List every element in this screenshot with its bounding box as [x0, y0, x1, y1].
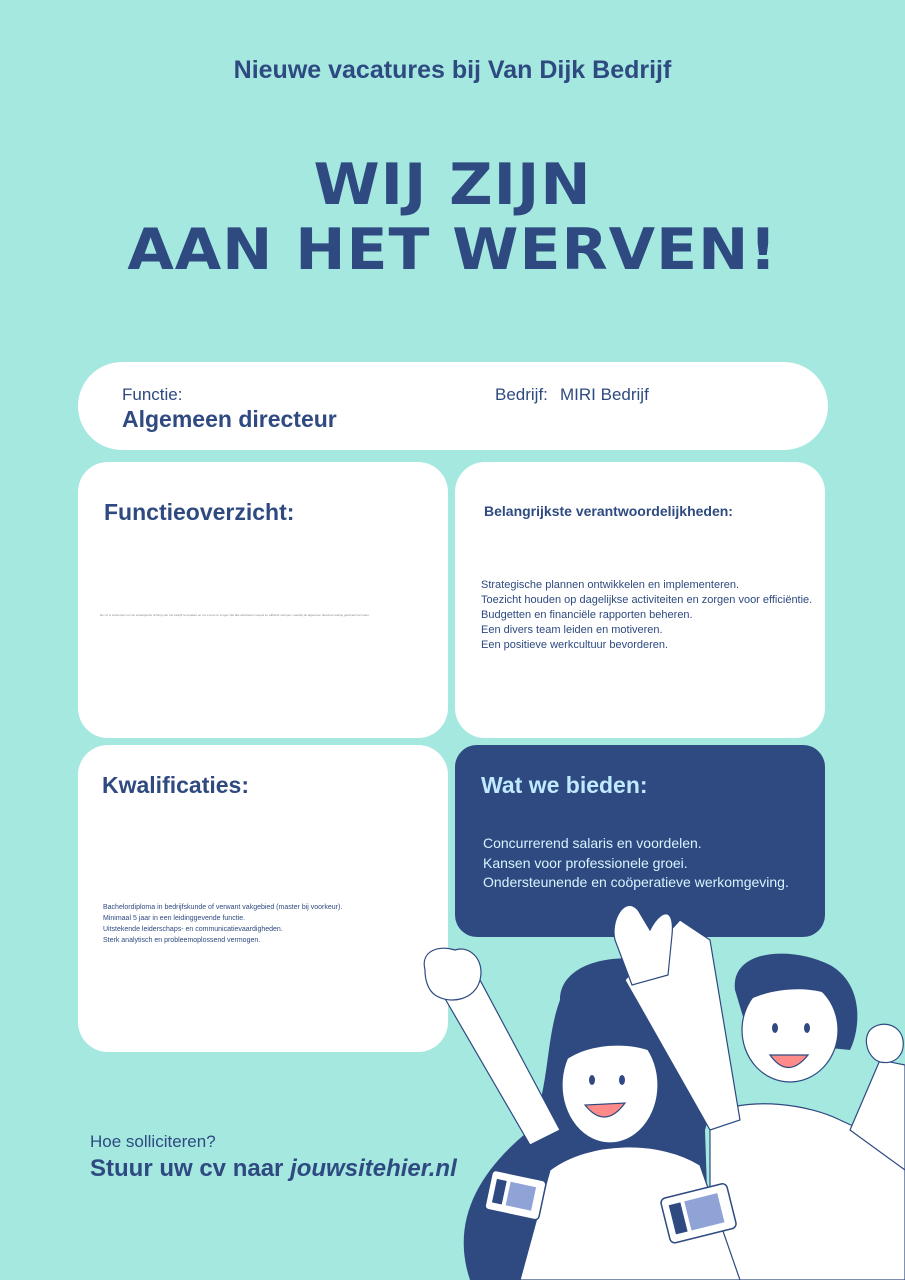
company-value: MIRI Bedrijf: [560, 385, 649, 404]
qualifications-card: [78, 745, 448, 1052]
function-label: Functie:: [122, 385, 183, 404]
list-item: Een positieve werkcultuur bevorderen.: [481, 639, 669, 651]
subtitle: Nieuwe vacatures bij Van Dijk Bedrijf: [233, 56, 672, 84]
list-item: Strategische plannen ontwikkelen en implementeren.: [481, 579, 740, 591]
company-label: Bedrijf:: [495, 385, 548, 404]
list-item: Toezicht houden op dagelijkse activiteiten en zorgen voor efficiëntie.: [481, 594, 813, 606]
list-item: Minimaal 5 jaar in een leidinggevende functie.: [103, 915, 246, 922]
list-item: Kansen voor professionele groei.: [483, 854, 688, 871]
function-value: Algemeen directeur: [122, 406, 337, 432]
responsibilities-list: [481, 578, 821, 653]
list-item: Uitstekende leiderschaps- en communicatievaardigheden.: [103, 926, 283, 933]
woman-fist: [424, 948, 481, 1000]
apply-prefix: Stuur uw cv naar: [90, 1155, 284, 1182]
apply-instruction: [90, 1155, 457, 1183]
list-item: Concurrerend salaris en voordelen.: [483, 835, 702, 851]
qualifications-title: Kwalificaties:: [102, 772, 249, 798]
headline-line-1: WIJ ZIJN: [313, 151, 592, 219]
job-card: [78, 362, 828, 450]
list-item: Sterk analytisch en probleemoplossend vermogen.: [103, 937, 261, 944]
offer-list: [483, 834, 818, 893]
list-item: Bachelordiploma in bedrijfskunde of verwant vakgebied (master bij voorkeur).: [103, 904, 343, 911]
list-item: Een divers team leiden en motiveren.: [481, 624, 663, 636]
overview-title: Functieoverzicht:: [104, 499, 295, 525]
offer-title: Wat we bieden:: [481, 772, 648, 798]
list-item: Ondersteunende en coöperatieve werkomgeving.: [483, 874, 789, 890]
overview-text: De rol is ontworpen om de strategische richting van het bedrijf te bepalen en om ervoor te zorgen dat alle activiteiten soepel en efficiënt verlopen, waarbij de algemeen directeur leiding geeft aan het team.: [100, 613, 370, 617]
woman-arm: [440, 980, 560, 1145]
overview-card: [78, 462, 448, 738]
two-cheering-people-illustration: [410, 890, 905, 1280]
apply-site-link[interactable]: jouwsitehier.nl: [290, 1155, 457, 1182]
list-item: Budgetten en financiële rapporten beheren.: [481, 609, 693, 621]
man-fist: [866, 1024, 903, 1062]
headline-line-2: AAN HET WERVEN!: [127, 216, 778, 284]
responsibilities-title: Belangrijkste verantwoordelijkheden:: [484, 503, 733, 519]
apply-label: Hoe solliciteren?: [90, 1132, 216, 1151]
responsibilities-card: [455, 462, 825, 738]
qualifications-list: [103, 902, 438, 946]
